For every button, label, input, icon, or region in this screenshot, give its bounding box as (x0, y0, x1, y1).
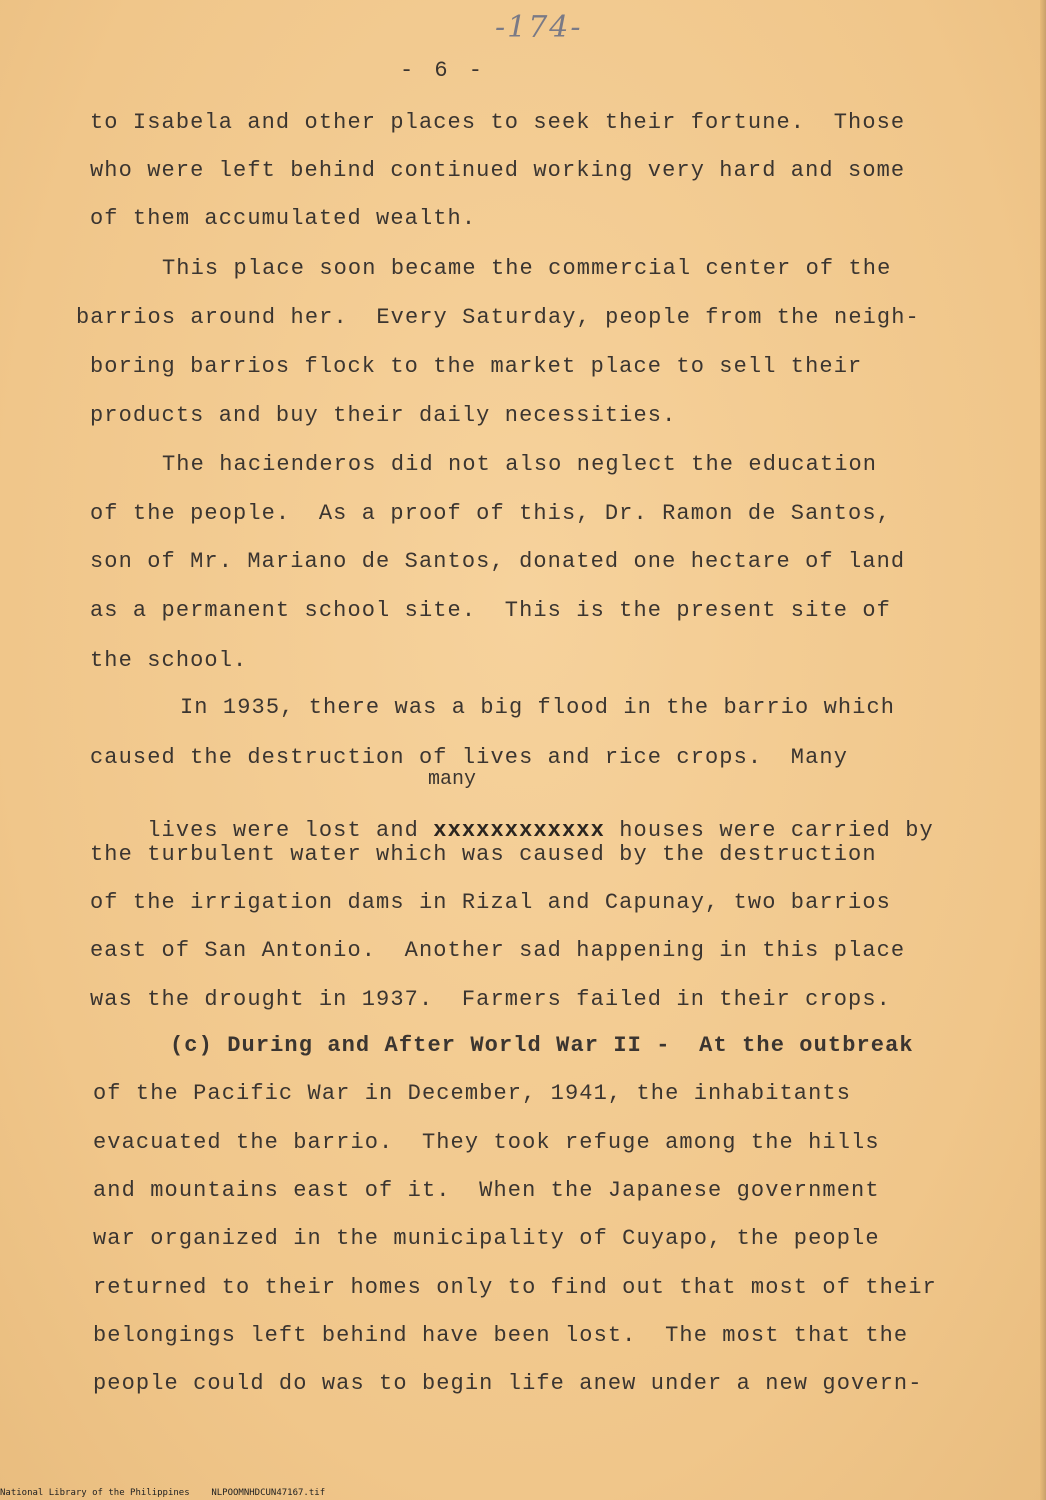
text-line: This place soon became the commercial center of the (162, 256, 892, 281)
text-line: was the drought in 1937. Farmers failed in their crops. (90, 987, 891, 1012)
text-line: as a permanent school site. This is the present site of (90, 598, 891, 623)
paper-edge (1040, 0, 1046, 1500)
text-line: people could do was to begin life anew under a new govern- (93, 1371, 923, 1396)
text-line: of the irrigation dams in Rizal and Capunay, two barrios (90, 890, 891, 915)
text-line: son of Mr. Mariano de Santos, donated one hectare of land (90, 549, 906, 574)
text-line: war organized in the municipality of Cuyapo, the people (93, 1226, 880, 1251)
text-line: products and buy their daily necessities. (90, 403, 677, 428)
text-line: barrios around her. Every Saturday, people from the neigh- (76, 305, 920, 330)
text-line: In 1935, there was a big flood in the barrio which (180, 695, 896, 720)
text-line: The hacienderos did not also neglect the education (162, 452, 878, 477)
handwritten-page-number: -174- (495, 10, 583, 45)
text-line: and mountains east of it. When the Japanese government (93, 1178, 880, 1203)
text-line: the turbulent water which was caused by the destruction (90, 842, 877, 867)
struck-out-text: xxxxxxxxxxxx (433, 818, 605, 843)
text-line: belongings left behind have been lost. The most that the (93, 1323, 909, 1348)
page-number: - 6 - (400, 58, 487, 83)
line-before-strike: lives were lost and (147, 818, 434, 843)
line-after-strike: houses were carried by (604, 818, 934, 843)
text-line: boring barrios flock to the market place to sell their (90, 354, 863, 379)
inserted-correction: many (428, 768, 477, 791)
text-line: of them accumulated wealth. (90, 206, 477, 231)
text-line: caused the destruction of lives and rice crops. Many (90, 745, 849, 770)
section-heading-line: (c) During and After World War II - At the outbreak (170, 1033, 914, 1058)
text-line: of the people. As a proof of this, Dr. Ramon de Santos, (90, 501, 891, 526)
text-line: who were left behind continued working very hard and some (90, 158, 906, 183)
text-line: to Isabela and other places to seek their fortune. Those (90, 110, 906, 135)
text-line: east of San Antonio. Another sad happening in this place (90, 938, 906, 963)
archive-footer: National Library of the Philippines NLPOOMNHDCUN47167.tif (0, 1488, 326, 1498)
text-line: of the Pacific War in December, 1941, the inhabitants (93, 1081, 852, 1106)
text-line: evacuated the barrio. They took refuge among the hills (93, 1130, 880, 1155)
text-line: returned to their homes only to find out that most of their (93, 1275, 937, 1300)
text-line: the school. (90, 648, 248, 673)
